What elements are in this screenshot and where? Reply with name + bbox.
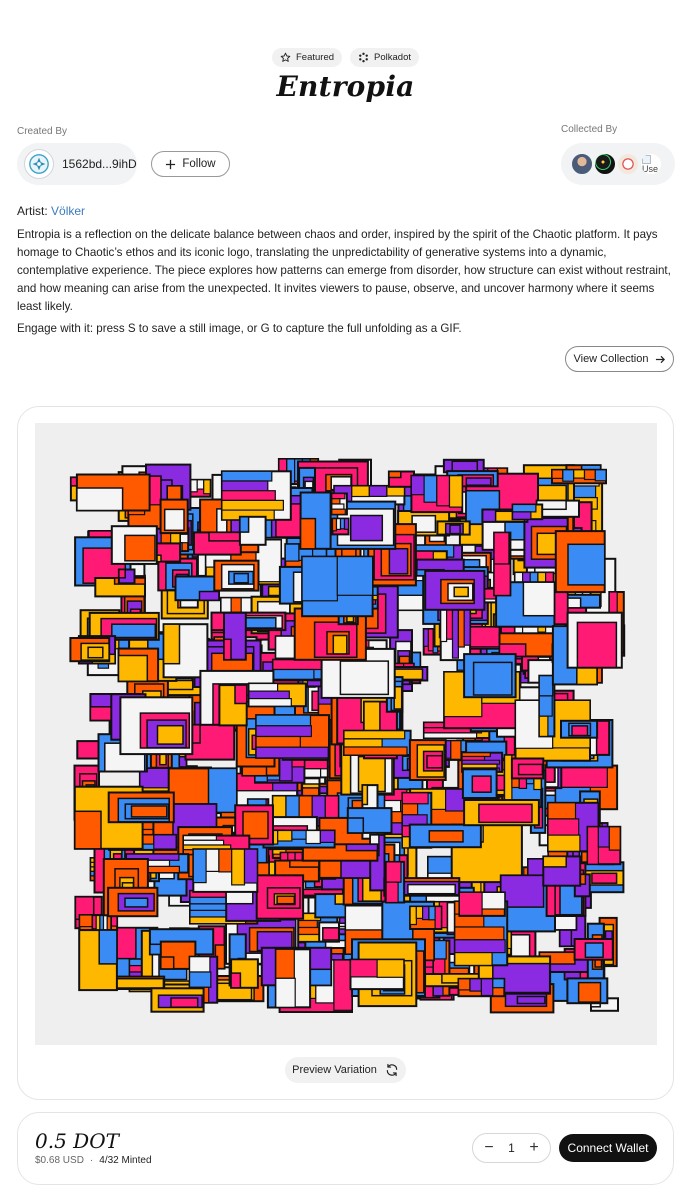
art-block (345, 519, 349, 530)
art-block (245, 849, 258, 883)
art-block (428, 629, 433, 651)
art-block (161, 957, 174, 969)
separator-dot: · (89, 1155, 94, 1166)
art-block (552, 470, 563, 479)
art-block (563, 470, 574, 481)
art-block (337, 557, 372, 596)
art-block (588, 827, 599, 864)
art-block (332, 509, 346, 514)
art-block (209, 532, 241, 541)
price: 0.5 DOT (35, 1129, 119, 1153)
art-block (598, 827, 609, 847)
art-block (472, 776, 491, 792)
artist-link[interactable]: Völker (51, 204, 86, 218)
art-block (479, 804, 532, 822)
art-block (278, 831, 292, 842)
art-block (222, 491, 275, 501)
art-block (340, 661, 388, 694)
art-block (206, 849, 219, 871)
art-block (462, 760, 500, 764)
artist-label: Artist: (17, 204, 48, 218)
art-block (249, 699, 291, 707)
art-block (427, 756, 442, 768)
preview-variation-label: Preview Variation (292, 1064, 377, 1076)
art-block (548, 835, 580, 851)
art-block (344, 731, 405, 739)
arrow-right-icon (655, 354, 666, 365)
art-block (249, 691, 289, 699)
art-block (455, 927, 504, 940)
follow-button[interactable] (151, 151, 230, 177)
art-block (389, 549, 407, 574)
art-block (493, 979, 504, 988)
art-block (424, 629, 429, 646)
engage-instructions: Engage with it: press S to save a still image, or G to capture the full unfolding as a GIF. (17, 322, 462, 335)
created-by-label: Created By (17, 126, 68, 137)
art-block (505, 755, 512, 801)
creator-name: 1562bd...9ihD (62, 157, 137, 171)
art-block (344, 739, 382, 747)
art-block (474, 662, 512, 695)
art-block (482, 892, 505, 909)
art-block (377, 960, 404, 978)
art-block (494, 533, 509, 564)
art-block (183, 840, 223, 845)
tag-row (0, 48, 691, 67)
art-block (88, 647, 103, 657)
art-block (450, 476, 463, 507)
art-block (273, 670, 314, 680)
art-block (428, 857, 453, 874)
art-block (435, 907, 441, 929)
art-block (513, 512, 531, 519)
price-details (35, 1155, 152, 1166)
art-block (548, 819, 579, 835)
art-block (249, 684, 278, 692)
art-block (222, 500, 284, 510)
art-block (75, 811, 101, 849)
collected-by-label: Collected By (561, 124, 618, 135)
generative-artwork (35, 423, 657, 1045)
minted-count: 4/32 Minted (99, 1155, 152, 1166)
art-block (579, 983, 601, 1003)
art-block (323, 928, 339, 940)
art-block (132, 806, 167, 817)
art-block (481, 979, 492, 996)
artist-line (17, 204, 85, 218)
art-block (346, 906, 385, 930)
art-block (320, 831, 334, 843)
art-block (402, 804, 417, 815)
art-block (306, 831, 320, 844)
creator-avatar (24, 149, 54, 179)
art-block (285, 544, 299, 561)
art-block (125, 535, 155, 560)
art-block (519, 764, 543, 774)
art-block (222, 481, 268, 491)
art-block (277, 896, 294, 904)
artwork-canvas[interactable] (35, 423, 657, 1045)
art-block (362, 785, 367, 804)
art-block (165, 509, 184, 530)
art-block (191, 480, 198, 492)
art-block (222, 471, 272, 481)
featured-tag-label: Featured (295, 52, 335, 63)
increase-quantity-button[interactable]: + (529, 1139, 539, 1156)
featured-tag[interactable] (272, 48, 342, 67)
art-block (416, 907, 422, 919)
art-block (158, 726, 184, 744)
art-block (451, 741, 461, 760)
art-block (333, 519, 337, 531)
art-block (224, 639, 231, 659)
art-block (337, 519, 341, 530)
art-block (574, 470, 585, 478)
art-block (204, 480, 211, 494)
connect-wallet-button[interactable]: Connect Wallet (559, 1134, 657, 1162)
art-block (200, 592, 219, 601)
art-block (523, 582, 554, 616)
art-block (112, 624, 156, 637)
page-title: Entropia (276, 70, 415, 103)
art-block (190, 957, 210, 972)
broken-image-icon (642, 155, 651, 164)
art-block (334, 960, 352, 1010)
art-block (560, 930, 572, 946)
description: Entropia is a reflection on the delicate balance between chaos and order, inspired by the spirit of the Chaotic platform. It pays homage to Chaotic’s ethos and its iconic logo, translating the unpredictability of generative systems into a dynamic, contemplative experience. The piece explores how patterns can emerge from disorder, how structure can exist without restraint, and how meaning can arise from the unexpected. It invites viewers to pause, observe, and uncover harmony where it seems least likely. (17, 228, 671, 313)
art-block (595, 470, 606, 481)
art-block (190, 972, 211, 987)
art-block (344, 747, 407, 755)
art-block (167, 486, 181, 500)
art-block (240, 517, 249, 532)
art-block (568, 544, 605, 585)
art-block (459, 979, 470, 990)
art-block (256, 747, 328, 758)
art-block (232, 849, 245, 885)
quantity-value: 1 (508, 1141, 515, 1155)
art-block (301, 519, 316, 549)
art-block (243, 812, 268, 839)
decrease-quantity-button[interactable]: − (484, 1139, 494, 1156)
art-block (423, 907, 429, 920)
art-block (402, 793, 428, 804)
art-block (513, 505, 536, 512)
polkadot-tag-label: Polkadot (374, 52, 411, 63)
art-block (332, 504, 344, 509)
plus-icon (165, 159, 176, 170)
art-block (256, 737, 300, 748)
art-block (429, 831, 463, 842)
art-block (219, 849, 232, 872)
art-block (183, 836, 216, 841)
art-block (341, 519, 345, 529)
art-block (572, 726, 588, 736)
art-block (411, 476, 424, 495)
art-block (348, 818, 364, 833)
art-block (577, 622, 616, 667)
art-block (539, 676, 552, 696)
art-block (592, 873, 617, 883)
art-block (302, 557, 337, 601)
view-collection-label: View Collection (573, 353, 649, 365)
art-block (276, 978, 295, 1007)
art-block (408, 885, 455, 894)
collector-avatar-broken[interactable] (639, 152, 663, 176)
art-block (273, 660, 322, 670)
art-block (389, 472, 401, 478)
art-block (470, 979, 481, 991)
art-block (346, 844, 377, 850)
collector-avatar[interactable] (570, 152, 594, 176)
collector-avatar[interactable] (593, 152, 617, 176)
polkadot-icon (358, 52, 369, 63)
art-block (548, 803, 576, 819)
art-block (171, 998, 198, 1007)
art-block (424, 733, 477, 738)
art-block (351, 960, 378, 977)
art-block (585, 470, 596, 480)
art-block (609, 827, 620, 850)
art-block (256, 715, 310, 726)
art-block (466, 478, 491, 485)
art-block (543, 856, 566, 867)
art-block (369, 486, 387, 497)
art-block (235, 685, 247, 703)
art-block (585, 943, 603, 957)
follow-button-label: Follow (182, 158, 216, 170)
art-block (234, 574, 248, 583)
art-block (437, 476, 450, 506)
refresh-icon (385, 1063, 399, 1077)
art-block (231, 973, 240, 988)
art-block (119, 656, 148, 682)
art-block (295, 853, 302, 861)
art-block (455, 940, 505, 953)
art-block (332, 494, 345, 499)
collector-avatar[interactable] (616, 152, 640, 176)
art-block (332, 499, 340, 504)
art-block (424, 476, 437, 503)
art-block (517, 997, 545, 1004)
art-block (77, 488, 123, 511)
art-block (539, 696, 552, 716)
art-block (197, 480, 204, 489)
art-block (333, 636, 347, 654)
art-block (351, 516, 383, 541)
art-block (386, 862, 401, 882)
broken-image-alt-text: Use (642, 164, 659, 174)
art-block (556, 766, 608, 788)
usd-price: $0.68 USD (35, 1155, 84, 1166)
art-block (410, 907, 416, 925)
quantity-stepper[interactable] (472, 1133, 551, 1163)
preview-variation-button[interactable] (285, 1057, 406, 1083)
art-block (429, 907, 435, 920)
view-collection-button[interactable] (565, 346, 674, 372)
star-icon (280, 52, 291, 63)
collectors-group[interactable] (561, 143, 675, 185)
art-block (386, 882, 398, 902)
art-block (119, 570, 125, 578)
creator-avatar-icon (28, 153, 50, 175)
creator-profile[interactable] (17, 143, 137, 185)
art-block (539, 716, 548, 736)
art-block (455, 953, 492, 966)
polkadot-tag[interactable] (350, 48, 419, 67)
art-block (256, 726, 311, 737)
art-block (276, 949, 295, 978)
art-block (450, 525, 460, 534)
art-block (494, 564, 510, 595)
art-block (193, 849, 206, 882)
art-block (125, 898, 148, 907)
art-block (352, 486, 370, 497)
art-block (292, 831, 306, 840)
art-block (164, 624, 180, 664)
art-block (114, 979, 163, 988)
art-block (154, 835, 176, 849)
art-block (454, 587, 468, 596)
art-block (99, 930, 117, 964)
art-block (256, 540, 281, 582)
art-block (304, 769, 321, 778)
art-block (459, 892, 482, 915)
art-block (433, 941, 446, 959)
